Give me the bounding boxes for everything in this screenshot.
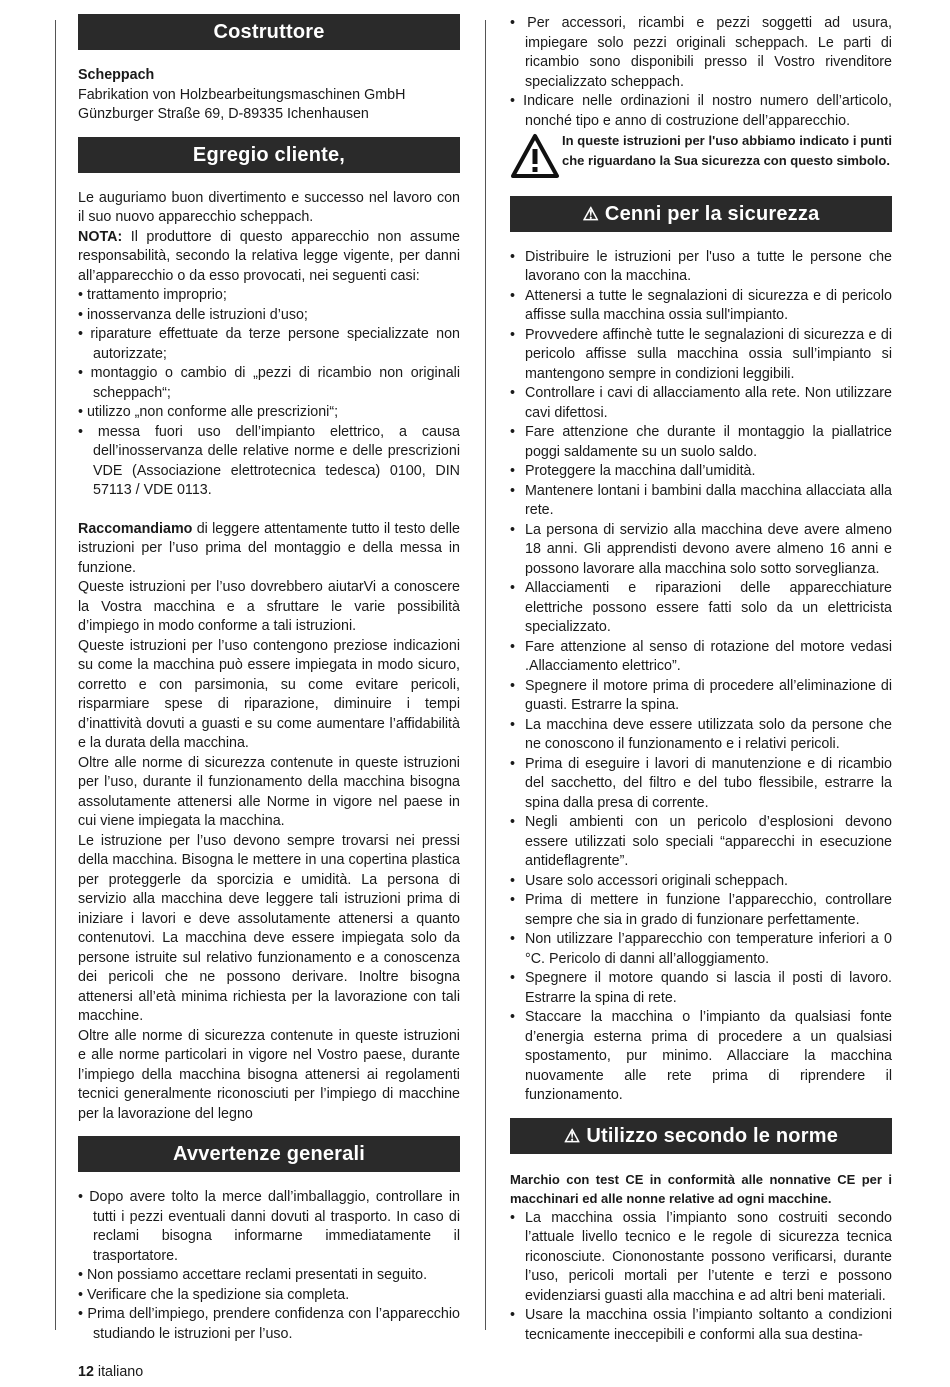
- list-item: • montaggio o cambio di „pezzi di ricambio non originali scheppach“;: [78, 365, 460, 401]
- safety-list: [510, 248, 892, 1106]
- list-item: • La macchina deve essere utilizzata solo da persone che ne conoscono il funzionamento e i relativi pericoli.: [510, 716, 892, 755]
- list-item: • Mantenere lontani i bambini dalla macchina allacciata alla rete.: [510, 482, 892, 521]
- raccomandiamo-paragraph: Raccomandiamo di leggere attentamente tutto il testo delle istruzioni per l’uso prima del montaggio e della messa in funzione.: [78, 520, 460, 576]
- right-column: [510, 14, 892, 1345]
- body-paragraph: Le istruzione per l’uso devono sempre trovarsi nei pressi della macchina. Bisogna le mettere in una copertina plastica per proteggerle da sporcizia e umidità. La persona di servizio alla macchina deve leggere tali istruzioni prima di iniziare i lavori e deve assolutamente attenersi a quanto contenutovi. La macchina deve essere impiegata solo da persone istruite sul relativo funzionamento e a conoscenza dei pericoli che ne possono derivare. Inoltre bisogna attenersi all’età minima richiesta per la lavorazione con tali macchine.: [78, 832, 460, 1024]
- list-item: • Proteggere la macchina dall’umidità.: [510, 462, 892, 482]
- section-header-sicurezza: ⚠ Cenni per la sicurezza: [510, 196, 892, 232]
- page-number: 12: [78, 1364, 94, 1380]
- list-item: • Verificare che la spedizione sia completa.: [78, 1286, 350, 1303]
- list-item: • La macchina ossia l’impianto sono costruiti secondo l’attuale livello tecnico e le regole di sicurezza tecnica riconosciute. Ciononostante possono verificarsi, durante l’uso, pericoli mortali per l’utente e terzi e possono evidenziarsi guasti alla macchina e ad altri beni materiali.: [510, 1209, 892, 1307]
- list-item: • Provvedere affinchè tutte le segnalazioni di sicurezza e di pericolo affisse sulla macchina ossia sull’impianto si mantengono sempre in condizioni leggibili.: [510, 326, 892, 385]
- body-paragraph: Queste istruzioni per l’uso dovrebbero aiutarVi a conoscere la Vostra macchina e a sfruttare le varie possibilità d’impiego in modo conforme a tali istruzioni.: [78, 579, 460, 634]
- list-item: • Spegnere il motore prima di procedere all’eliminazione di guasti. Estrarre la spina.: [510, 677, 892, 716]
- liability-cases-list: [78, 286, 460, 501]
- list-item: • Controllare i cavi di allacciamento alla rete. Non utilizzare cavi difettosi.: [510, 384, 892, 423]
- warning-triangle-icon: ⚠: [582, 203, 599, 224]
- list-item: • messa fuori uso dell’impianto elettrico, a causa dell’inosservanza delle relative norme e delle prescrizioni VDE (Associazione elettrotecnica tedesca) 0100, DIN 57113 / VDE 0113.: [78, 423, 460, 498]
- list-item: • Staccare la macchina o l’impianto da qualsiasi fonte d’energia esterna prima di procedere a un qualsiasi spostamento, pur minimo. Allacciare la macchina nuovamente alle rete prima di riprendere il funzionamento.: [510, 1008, 892, 1106]
- body-paragraph: Oltre alle norme di sicurezza contenute in queste istruzioni e alle norme particolari in vigore nel Vostro paese, durante l’impiego della macchina bisogna attenersi ai regolamenti tecnici generalmente riconosciuti per l’impiego di macchine per la lavorazione del legno: [78, 1027, 460, 1122]
- column-divider-center: [485, 20, 486, 1330]
- list-item: • utilizzo „non conforme alle prescrizioni“;: [78, 404, 339, 420]
- warning-triangle-icon: [510, 133, 562, 186]
- list-item: • Prima di mettere in funzione l’apparecchio, controllare sempre che sia in grado di funzionare perfettamente.: [510, 891, 892, 930]
- list-item: • Allacciamenti e riparazioni delle apparecchiature elettriche possono essere fatti solo da un elettricista specializzato.: [510, 579, 892, 638]
- left-column: [78, 14, 460, 1344]
- section-header-avvertenze: Avvertenze generali: [78, 1136, 460, 1172]
- list-item: • Usare la macchina ossia l’impianto soltanto a condizioni tecnicamente ineccepibili e conformi alla sua destina-: [510, 1306, 892, 1345]
- list-item: • Spegnere il motore quando si lascia il posti di lavoro. Estrarre la spina di rete.: [510, 969, 892, 1008]
- list-item: • trattamento improprio;: [78, 287, 227, 303]
- list-item: • Fare attenzione al senso di rotazione del motore vedasi .Allacciamento elettrico”.: [510, 638, 892, 677]
- section-header-costruttore: Costruttore: [78, 14, 460, 50]
- list-item: • Per accessori, ricambi e pezzi soggetti ad usura, impiegare solo pezzi originali scheppach. Le parti di ricambio sono disponibili presso il Vostro rivenditore specializzato scheppach.: [510, 15, 892, 90]
- list-item: • Negli ambienti con un pericolo d’esplosioni devono essere utilizzati solo speciali “apparecchi in esecuzione antideflagrente”.: [510, 813, 892, 872]
- section-header-egregio: Egregio cliente,: [78, 137, 460, 173]
- company-line-2: Günzburger Straße 69, D-89335 Ichenhausen: [78, 106, 369, 122]
- list-item: • inosservanza delle istruzioni d’uso;: [78, 306, 308, 323]
- list-item: • Non possiamo accettare reclami presentati in seguito.: [78, 1267, 428, 1283]
- safety-symbol-text: In queste istruzioni per l'uso abbiamo indicato i punti che riguardano la Sua sicurezza con questo simbolo.: [562, 133, 892, 168]
- column-divider-left: [55, 20, 56, 1330]
- ce-mark-note: Marchio con test CE in conformità alle nonnative CE per i macchinari ed alle nonne relative ad ogni macchine.: [510, 1171, 892, 1206]
- list-item: • Usare solo accessori originali scheppach.: [510, 872, 892, 892]
- list-item: • Dopo avere tolto la merce dall’imballaggio, controllare in tutti i pezzi eventuali danni dovuti al trasporto. In caso di reclami bisogna informarne immediatamente il trasportatore.: [78, 1189, 460, 1264]
- body-paragraph: Queste istruzioni per l’uso contengono preziose indicazioni su come la macchina può essere impiegata in modo sicuro, corretto e con parsimonia, su come evitare pericoli, risparmiare spese di riparazione, diminuire i tempi d’inattività dovuti a guasti e su come aumentare l’affidabilità e la durata della macchina.: [78, 637, 460, 751]
- intended-use-list: [510, 1209, 892, 1346]
- safety-symbol-note: [510, 131, 892, 186]
- list-item: • Indicare nelle ordinazioni il nostro numero dell’articolo, nonché tipo e anno di costruzione dell’apparecchio.: [510, 93, 892, 129]
- list-item: • Prima di eseguire i lavori di manutenzione e di ricambio del sacchetto, del filtro e del tubo flessibile, estrarre la spina dalla presa di corrente.: [510, 755, 892, 814]
- page-footer: [78, 1364, 143, 1380]
- language-label: italiano: [97, 1364, 144, 1380]
- list-item: • Non utilizzare l’apparecchio con temperature inferiori a 0 °C. Pericolo di danni all’alloggiamento.: [510, 930, 892, 969]
- accessories-list: [510, 14, 892, 131]
- intro-text: Le auguriamo buon divertimento e successo nel lavoro con il suo nuovo apparecchio scheppach.: [78, 189, 460, 225]
- list-item: • La persona di servizio alla macchina deve avere almeno 18 anni. Gli apprendisti devono avere almeno 16 anni e possono lavorare alla macchina solo sotto sorveglianza.: [510, 521, 892, 580]
- section-header-utilizzo: ⚠ Utilizzo secondo le norme: [510, 1118, 892, 1154]
- list-item: • Distribuire le istruzioni per l'uso a tutte le persone che lavorano con la macchina.: [510, 248, 892, 287]
- list-item: • Fare attenzione che durante il montaggio la piallatrice poggi saldamente su un suolo saldo.: [510, 423, 892, 462]
- list-item: • riparature effettuate da terze persone specializzate non autorizzate;: [78, 326, 460, 362]
- avvertenze-list: [78, 1188, 460, 1344]
- company-name: Scheppach: [78, 67, 155, 83]
- nota-paragraph: NOTA: Il produttore di questo apparecchio non assume responsabilità, secondo la relativa legge vigente, per danni all’apparecchio o da esso provocati, nei seguenti casi:: [78, 228, 460, 284]
- list-item: • Attenersi a tutte le segnalazioni di sicurezza e di pericolo affisse sulla macchina ossia sull'impianto.: [510, 287, 892, 326]
- list-item: • Prima dell’impiego, prendere confidenza con l’apparecchio studiando le istruzioni per l’uso.: [78, 1306, 460, 1342]
- warning-triangle-icon: ⚠: [563, 1125, 581, 1146]
- body-paragraph: Oltre alle norme di sicurezza contenute in queste istruzioni per l’uso, durante il funzionamento della macchina bisogna assolutamente attenersi alle Norme in vigore nel paese in cui viene impiegata la macchina.: [78, 754, 460, 829]
- company-line-1: Fabrikation von Holzbearbeitungsmaschinen GmbH: [78, 86, 406, 103]
